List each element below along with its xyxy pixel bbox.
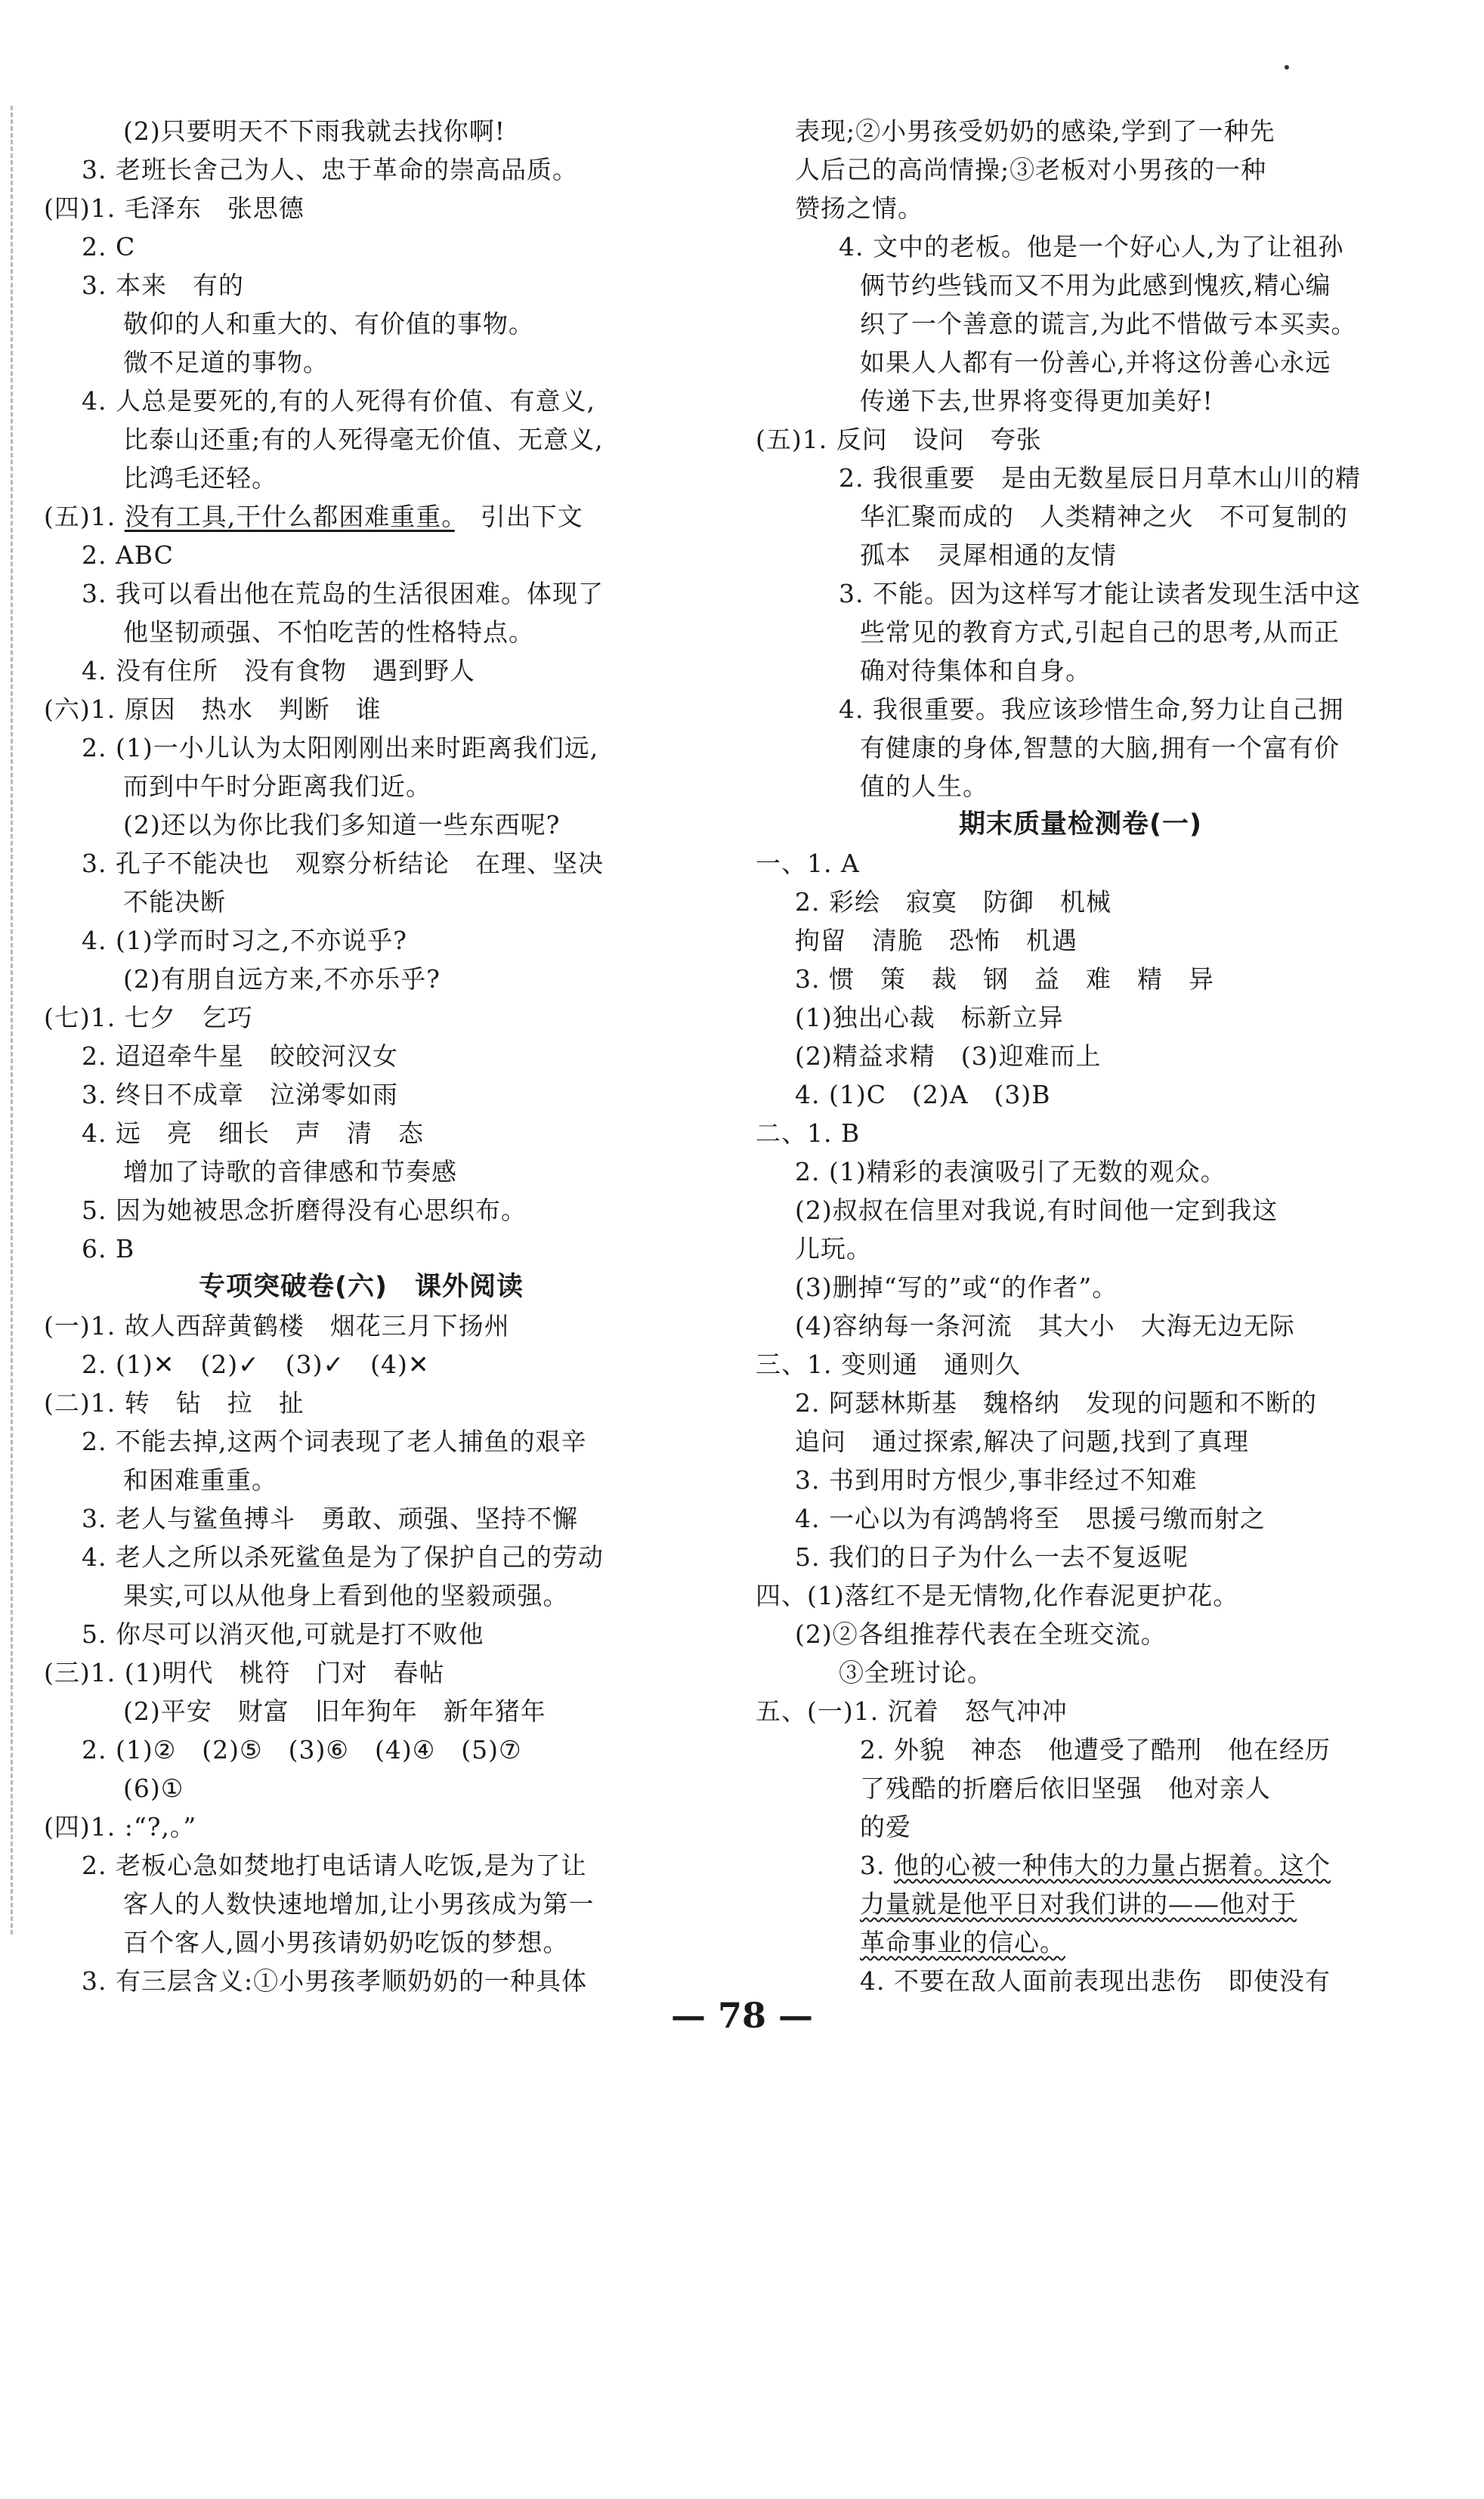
answer-line: 比鸿毛还轻。 [123,463,277,493]
answer-line: 4. 远 亮 细长 声 清 态 [82,1118,424,1148]
answer-line: (七)1. 七夕 乞巧 [44,1003,253,1032]
answer-line: 3. 终日不成章 泣涕零如雨 [82,1080,398,1109]
answer-line: 客人的人数快速地增加,让小男孩成为第一 [123,1889,595,1919]
answer-line: 2. (1)✕ (2)✓ (3)✓ (4)✕ [82,1350,430,1379]
answer-line: 2. 老板心急如焚地打电话请人吃饭,是为了让 [82,1851,587,1880]
answer-line: 3. 他的心被一种伟大的力量占据着。这个 [860,1851,1331,1880]
answer-line: 比泰山还重;有的人死得毫无价值、无意义, [123,425,604,454]
answer-line: 儿玩。 [795,1234,872,1263]
answer-line: 6. B [82,1234,135,1263]
section-heading: 期末质量检测卷(一) [959,809,1202,840]
answer-line: (六)1. 原因 热水 判断 谁 [44,694,382,724]
answer-line: 拘留 清脆 恐怖 机遇 [795,926,1077,955]
answer-line: 3. 老人与鲨鱼搏斗 勇敢、顽强、坚持不懈 [82,1504,578,1533]
answer-line: (2)只要明天不下雨我就去找你啊! [123,116,506,146]
answer-line: (一)1. 故人西辞黄鹤楼 烟花三月下扬州 [44,1311,510,1341]
answer-line [756,1923,1405,1962]
scan-speck [1285,65,1289,70]
answer-line: 传递下去,世界将变得更加美好! [860,386,1213,416]
answer-line: 些常见的教育方式,引起自己的思考,从而正 [860,617,1340,647]
answer-line: (2)②各组推荐代表在全班交流。 [795,1619,1167,1649]
answer-line: 敬仰的人和重大的、有价值的事物。 [123,309,534,339]
answer-line: (1)独出心裁 标新立异 [795,1003,1064,1032]
answer-line: 2. 外貌 神态 他遭受了酷刑 他在经历 [860,1735,1331,1764]
wavy-underlined-text: 他的心被一种伟大的力量占据着。这个 [893,1851,1331,1880]
answer-line: 三、1. 变则通 通则久 [756,1350,1021,1379]
answer-line: 百个客人,圆小男孩请奶奶吃饭的梦想。 [123,1928,569,1957]
answer-line: 4. 人总是要死的,有的人死得有价值、有意义, [82,386,595,416]
answer-line: 3. 惯 策 裁 钢 益 难 精 异 [795,964,1214,994]
answer-line: (五)1. 没有工具,干什么都困难重重。 引出下文 [44,502,583,531]
answer-line: 2. 阿瑟林斯基 魏格纳 发现的问题和不断的 [795,1388,1317,1418]
answer-line: (三)1. (1)明代 桃符 门对 春帖 [44,1658,445,1687]
answer-line: 2. 不能去掉,这两个词表现了老人捕鱼的艰辛 [82,1427,587,1456]
answer-line: 2. (1)一小儿认为太阳刚刚出来时距离我们远, [82,733,599,762]
answer-line: 一、1. A [756,849,860,878]
answer-line: 2. 迢迢牵牛星 皎皎河汉女 [82,1041,398,1071]
answer-line: 4. 老人之所以杀死鲨鱼是为了保护自己的劳动 [82,1542,604,1572]
left-answer-column [44,112,679,2000]
answer-line [756,1885,1405,1923]
answer-line: 4. (1)C (2)A (3)B [795,1080,1051,1109]
answer-line: 不能决断 [123,887,226,917]
answer-line: 3. 书到用时方恨少,事非经过不知难 [795,1465,1198,1495]
answer-line: 5. 因为她被思念折磨得没有心思织布。 [82,1195,527,1225]
answer-line: 赞扬之情。 [795,193,923,223]
answer-line: 3. 有三层含义:①小男孩孝顺奶奶的一种具体 [82,1966,588,1996]
answer-line: 织了一个善意的谎言,为此不惜做亏本买卖。 [860,309,1357,339]
answer-line: 确对待集体和自身。 [860,656,1091,685]
answer-line: 3. 孔子不能决也 观察分析结论 在理、坚决 [82,849,604,878]
answer-line: (二)1. 转 钻 拉 扯 [44,1388,305,1418]
answer-line: 4. 没有住所 没有食物 遇到野人 [82,656,475,685]
answer-line: 五、(一)1. 沉着 怒气冲冲 [756,1696,1068,1726]
answer-line: 4. (1)学而时习之,不亦说乎? [82,926,407,955]
answer-line: 追问 通过探索,解决了问题,找到了真理 [795,1427,1249,1456]
answer-line: 4. 文中的老板。他是一个好心人,为了让祖孙 [839,232,1344,261]
answer-line: 微不足道的事物。 [123,348,329,377]
answer-line: ③全班讨论。 [839,1658,993,1687]
answer-line: 华汇聚而成的 人类精神之火 不可复制的 [860,502,1348,531]
answer-line: (2)叔叔在信里对我说,有时间他一定到我这 [795,1195,1278,1225]
answer-line: 3. 本来 有的 [82,271,244,300]
page-number: — 78 — [670,1995,814,2036]
section-heading: 专项突破卷(六) 课外阅读 [199,1272,524,1302]
answer-line: 2. C [82,232,136,261]
wavy-underlined-text: 革命事业的信心。 [860,1928,1065,1957]
answer-line: 3. 不能。因为这样写才能让读者发现生活中这 [839,579,1361,608]
answer-line: (4)容纳每一条河流 其大小 大海无边无际 [795,1311,1295,1341]
answer-line: 表现;②小男孩受奶奶的感染,学到了一种先 [795,116,1275,146]
answer-line: 二、1. B [756,1118,861,1148]
answer-line: 和困难重重。 [123,1465,277,1495]
answer-line: 了残酷的折磨后依旧坚强 他对亲人 [860,1774,1271,1803]
answer-line: (3)删掉“写的”或“的作者”。 [795,1273,1118,1302]
answer-line: 俩节约些钱而又不用为此感到愧疚,精心编 [860,271,1331,300]
answer-line: (2)有朋自远方来,不亦乐乎? [123,964,441,994]
answer-line: 2. 彩绘 寂寞 防御 机械 [795,887,1111,917]
answer-line: 有健康的身体,智慧的大脑,拥有一个富有价 [860,733,1340,762]
answer-line: 人后己的高尚情操;③老板对小男孩的一种 [795,155,1267,184]
answer-line: (2)还以为你比我们多知道一些东西呢? [123,810,561,840]
wavy-underlined-text: 力量就是他平日对我们讲的——他对于 [860,1889,1297,1919]
right-answer-column [756,112,1405,2000]
answer-line: 四、(1)落红不是无情物,化作春泥更护花。 [756,1581,1239,1610]
answer-line: 他坚韧顽强、不怕吃苦的性格特点。 [123,617,534,647]
answer-line: 2. (1)精彩的表演吸引了无数的观众。 [795,1157,1226,1186]
answer-line: 果实,可以从他身上看到他的坚毅顽强。 [123,1581,569,1610]
answer-line: 的爱 [860,1812,911,1842]
answer-line: 3. 老班长舍己为人、忠于革命的崇高品质。 [82,155,578,184]
answer-line: (五)1. 反问 设问 夸张 [756,425,1042,454]
answer-line: (四)1. 毛泽东 张思德 [44,193,305,223]
answer-line: 2. 我很重要 是由无数星辰日月草木山川的精 [839,463,1361,493]
answer-line: (6)① [123,1774,184,1803]
answer-line: 5. 你尽可以消灭他,可就是打不败他 [82,1619,484,1649]
answer-line: 增加了诗歌的音律感和节奏感 [123,1157,457,1186]
answer-line: 4. 一心以为有鸿鹄将至 思援弓缴而射之 [795,1504,1266,1533]
answer-line: 3. 我可以看出他在荒岛的生活很困难。体现了 [82,579,604,608]
answer-line: 5. 我们的日子为什么一去不复返呢 [795,1542,1189,1572]
answer-line: (四)1. :“?,。” [44,1812,197,1842]
answer-line: 如果人人都有一份善心,并将这份善心永远 [860,348,1331,377]
binding-margin-dashes [11,106,13,1935]
answer-line: 而到中午时分距离我们近。 [123,772,431,801]
answer-line: (2)平安 财富 旧年狗年 新年猪年 [123,1696,546,1726]
answer-line: 2. (1)② (2)⑤ (3)⑥ (4)④ (5)⑦ [82,1735,522,1764]
answer-line: 2. ABC [82,540,174,570]
answer-line: 4. 不要在敌人面前表现出悲伤 即使没有 [860,1966,1331,1996]
answer-line: 4. 我很重要。我应该珍惜生命,努力让自己拥 [839,694,1344,724]
answer-line: 孤本 灵犀相通的友情 [860,540,1117,570]
answer-line: 值的人生。 [860,772,988,801]
answer-line: (2)精益求精 (3)迎难而上 [795,1041,1102,1071]
underlined-text: 没有工具,干什么都困难重重。 [124,502,455,531]
